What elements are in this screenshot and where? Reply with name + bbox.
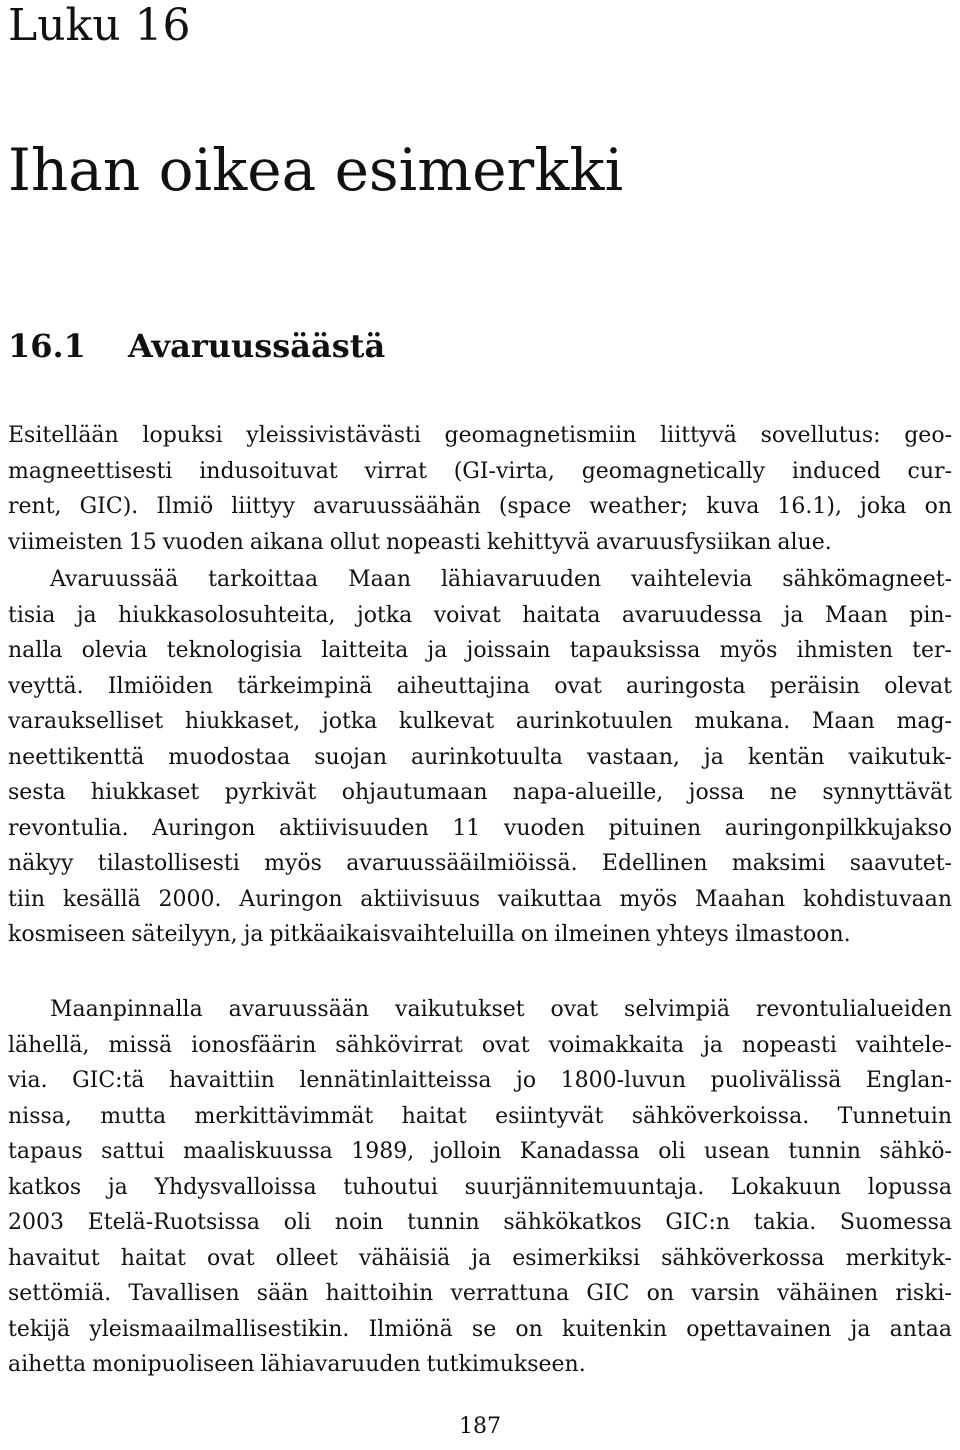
paragraph-line: Maanpinnalla avaruussään vaikutukset ovat selvimpiä revontulialueiden	[50, 997, 952, 1022]
page-number: 187	[459, 1414, 501, 1439]
paragraph-line: revontulia. Auringon aktiivisuuden 11 vuoden pituinen auringonpilkkujakso	[8, 815, 952, 841]
paragraph-line: via. GIC:tä havaittiin lennätinlaitteissa jo 1800-luvun puolivälissä Englan-	[8, 1068, 952, 1093]
paragraph-line: neettikenttä muodostaa suojan aurinkotuulta vastaan, ja kentän vaikutuk-	[8, 744, 952, 770]
paragraph-intro	[8, 418, 952, 560]
paragraph-line: varaukselliset hiukkaset, jotka kulkevat aurinkotuulen mukana. Maan mag-	[8, 709, 952, 734]
chapter-label: Luku 16	[8, 0, 191, 51]
paragraph-line: viimeisten 15 vuoden aikana ollut nopeasti kehittyvä avaruusfysiikan alue.	[8, 529, 832, 555]
paragraph-line: veyttä. Ilmiöiden tärkeimpinä aiheuttajina ovat auringosta peräisin olevat	[8, 673, 952, 699]
paragraph-space-weather	[8, 562, 952, 953]
paragraph-line: 2003 Etelä-Ruotsissa oli noin tunnin sähkökatkos GIC:n takia. Suomessa	[8, 1210, 952, 1235]
paragraph-line: tisia ja hiukkasolosuhteita, jotka voivat haitata avaruudessa ja Maan pin-	[8, 602, 952, 628]
section-title: Avaruussäästä	[128, 327, 386, 365]
chapter-title: Ihan oikea esimerkki	[8, 136, 624, 204]
paragraph-line: sesta hiukkaset pyrkivät ohjautumaan napa-alueille, jossa ne synnyttävät	[8, 780, 952, 805]
paragraph-line: tapaus sattui maaliskuussa 1989, jolloin Kanadassa oli usean tunnin sähkö-	[8, 1139, 952, 1164]
paragraph-line: magneettisesti indusoituvat virrat (GI-virta, geomagnetically induced cur-	[8, 458, 952, 484]
paragraph-line: katkos ja Yhdysvalloissa tuhoutui suurjännitemuuntaja. Lokakuun lopussa	[8, 1174, 952, 1200]
paragraph-line: Esitellään lopuksi yleissivistävästi geomagnetismiin liittyvä sovellutus: geo-	[8, 423, 952, 448]
paragraph-line: lähellä, missä ionosfäärin sähkövirrat ovat voimakkaita ja nopeasti vaihtele-	[8, 1032, 952, 1058]
paragraph-line: aihetta monipuoliseen lähiavaruuden tutkimukseen.	[8, 1352, 586, 1377]
paragraph-line: nissa, mutta merkittävimmät haitat esiintyvät sähköverkoissa. Tunnetuin	[8, 1103, 952, 1129]
paragraph-line: näkyy tilastollisesti myös avaruussääilmiöissä. Edellinen maksimi saavutet-	[8, 851, 952, 876]
paragraph-line: havaitut haitat ovat olleet vähäisiä ja esimerkiksi sähköverkossa merkityk-	[8, 1245, 952, 1271]
section-heading	[8, 323, 385, 369]
paragraph-gic-effects	[8, 992, 952, 1383]
paragraph-line: tekijä yleismaailmallisestikin. Ilmiönä se on kuitenkin opettavainen ja antaa	[8, 1316, 952, 1342]
paragraph-line: tiin kesällä 2000. Auringon aktiivisuus vaikuttaa myös Maahan kohdistuvaan	[8, 886, 952, 912]
paragraph-line: kosmiseen säteilyyn, ja pitkäaikaisvaihteluilla on ilmeinen yhteys ilmastoon.	[8, 922, 851, 947]
paragraph-line: settömiä. Tavallisen sään haittoihin verrattuna GIC on varsin vähäinen riski-	[8, 1281, 952, 1306]
paragraph-line: Avaruussää tarkoittaa Maan lähiavaruuden vaihtelevia sähkömagneet-	[50, 567, 952, 592]
section-number: 16.1	[8, 327, 86, 365]
paragraph-line: nalla olevia teknologisia laitteita ja joissain tapauksissa myös ihmisten ter-	[8, 638, 952, 663]
paragraph-line: rent, GIC). Ilmiö liittyy avaruussäähän (space weather; kuva 16.1), joka on	[8, 494, 952, 519]
